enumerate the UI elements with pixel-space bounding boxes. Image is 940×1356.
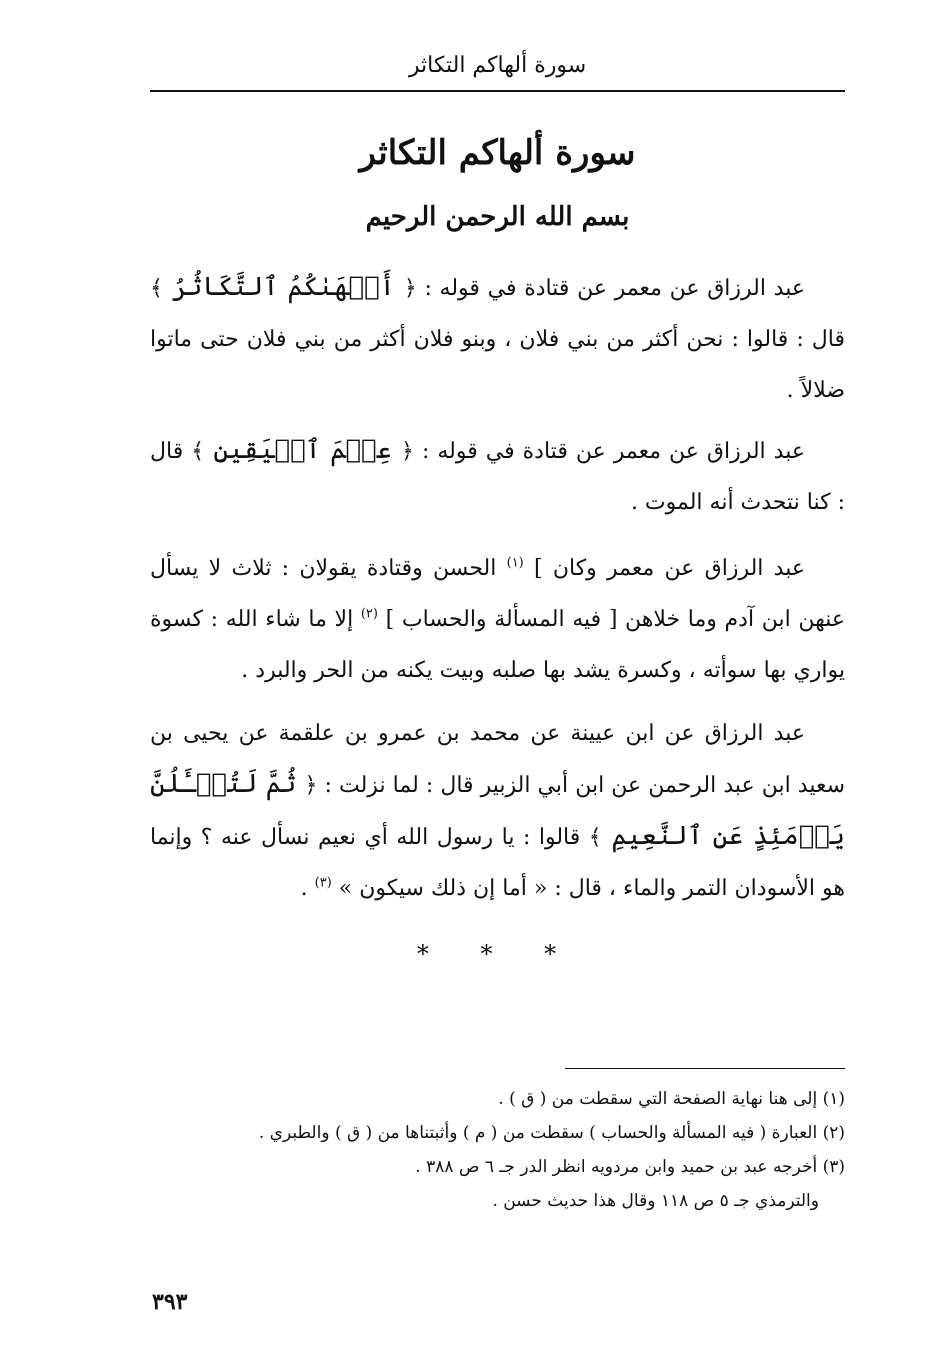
paragraph-text: الحسن وقتادة يقولان : ثلاث لا يسأل عنهن ابن آدم وما خلاهن [ فيه المسألة والحساب ]: [150, 556, 846, 632]
paragraph-2: [150, 425, 845, 528]
footnote-2: (٢) العبارة ( فيه المسألة والحساب ) سقطت من ( م ) وأثبتناها من ( ق ) والطبري .: [258, 1123, 845, 1143]
paragraph-text: ﴾ قالوا : يا رسول الله أي نعيم نسأل عنه ؟ وإنما هو الأسودان التمر والماء ، قال : « أما إن ذلك سيكون »: [150, 825, 845, 901]
paragraph-text: عبد الرزاق عن معمر وكان ]: [534, 556, 805, 581]
quran-verse: ثُمَّ لَتُسۡـَٔلُنَّ يَوۡمَئِذٍ عَنِ ٱلنَّعِيمِ: [150, 769, 846, 851]
footnote-3: (٣) أخرجه عبد بن حميد وابن مردويه انظر الدر جـ ٦ ص ٣٨٨ .: [415, 1157, 845, 1177]
section-separator: * * *: [416, 940, 579, 968]
quran-verse: أَلۡهَىٰكُمُ ٱلتَّكَاثُرُ: [162, 272, 404, 302]
paragraph-text: عبد الرزاق عن ابن عيينة عن محمد بن عمرو بن علقمة عن يحيى بن سعيد ابن عبد الرحمن عن ابن أبي الزبير قال : لما نزلت : ﴿: [150, 721, 845, 798]
footnote-ref-3[interactable]: (٣): [314, 875, 332, 891]
paragraph-1: [150, 262, 845, 416]
footnote-1: (١) إلى هنا نهاية الصفحة التي سقطت من ( ق ) .: [498, 1089, 845, 1109]
quran-verse: عِلۡمَ ٱلۡيَقِينِ: [204, 435, 402, 465]
header-rule: [150, 90, 845, 92]
footnote-rule: [565, 1068, 845, 1069]
basmala: بسم الله الرحمن الرحيم: [365, 202, 630, 232]
paragraph-text: عبد الرزاق عن معمر عن قتادة في قوله : ﴿: [401, 439, 805, 464]
page-number: ٣٩٣: [152, 1289, 188, 1315]
paragraph-text: ﴾ قال : قالوا : نحن أكثر من بني فلان ، وبنو فلان أكثر من بني فلان حتى ماتوا ضلالاً .: [150, 276, 845, 403]
footnotes: [150, 1082, 845, 1218]
running-head: سورة ألهاكم التكاثر: [408, 53, 587, 78]
paragraph-text: إلا ما شاء الله : كسوة يواري بها سوأته ، وكسرة يشد بها صلبه وبيت يكنه من الحر والبرد .: [150, 607, 845, 683]
paragraph-text: عبد الرزاق عن معمر عن قتادة في قوله : ﴿: [403, 276, 805, 301]
footnote-ref-1[interactable]: (١): [506, 555, 524, 571]
footnote-3-continued: والترمذي جـ ٥ ص ١١٨ وقال هذا حديث حسن .: [492, 1191, 819, 1211]
paragraph-4: [150, 708, 845, 914]
surah-title: سورة ألهاكم التكاثر: [359, 133, 636, 173]
footnote-ref-2[interactable]: (٢): [360, 606, 378, 622]
paragraph-text: .: [300, 876, 308, 901]
paragraph-text: ﴾ قال : كنا نتحدث أنه الموت .: [150, 439, 845, 515]
paragraph-3: [150, 543, 845, 696]
